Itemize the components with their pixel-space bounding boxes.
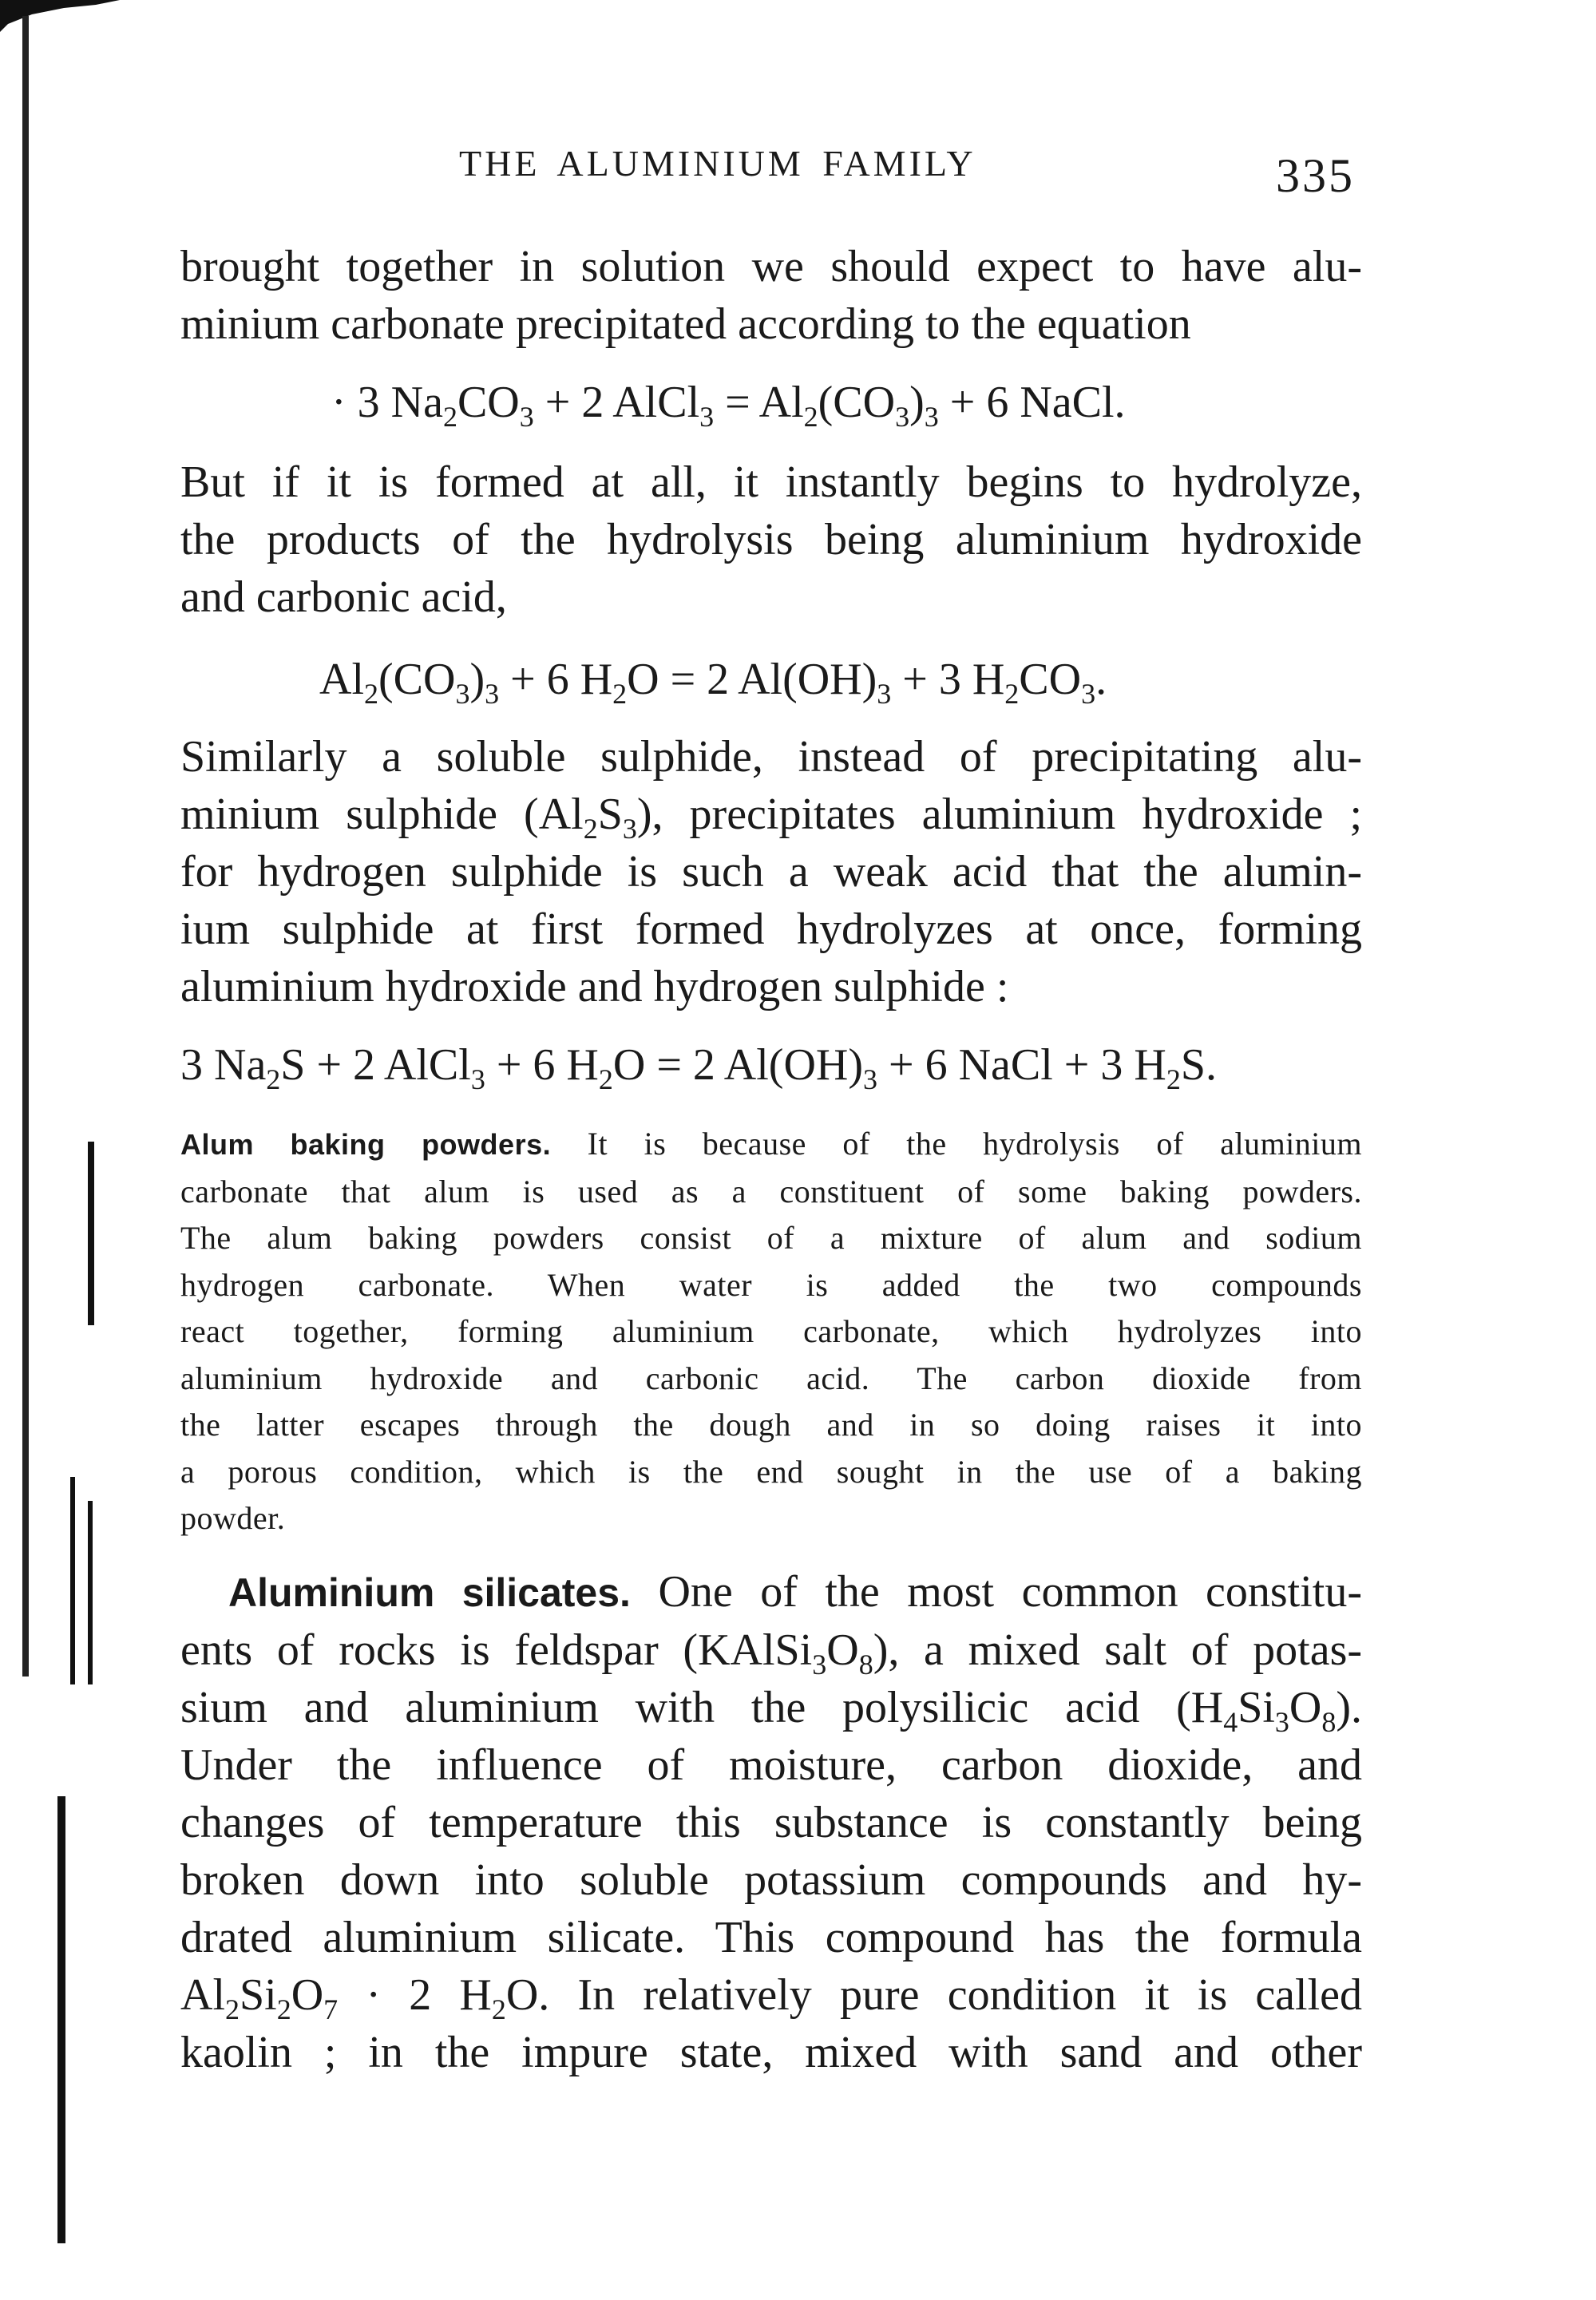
- text-line: ents of rocks is feldspar $(KAlSi_3O_8)$, a mixed salt of potas-: [180, 1625, 1363, 1680]
- intro-paragraph: [180, 238, 1362, 353]
- binding-shadow-top: [22, 16, 29, 1677]
- text-line: minium carbonate precipitated according to the equation: [180, 299, 1191, 349]
- text-line: Aluminium silicates. One of the most common constitu-: [228, 1567, 1363, 1617]
- equation-3: 3 $Na_2S + 2$ AlCl$_3$ + 6 $H_2O = 2$ $Al(OH)_3 + 6$ NaCl + 3 $H_2S$.: [180, 1040, 1217, 1095]
- text-line: $Al_2Si_2O_7 \cdot 2$ $H_2O$. In relatively pure condition it is called: [180, 1970, 1362, 2025]
- text-line: Alum baking powders. It is because of the hydrolysis of aluminium: [180, 1126, 1363, 1162]
- text-line: sium and aluminium with the polysilicic acid $(H_4Si_3O_8)$.: [180, 1683, 1362, 1738]
- text-line: for hydrogen sulphide is such a weak acid that the alumin-: [180, 847, 1362, 897]
- binding-mark-2: [70, 1477, 75, 1684]
- text-line: powder.: [180, 1500, 286, 1536]
- hydrolysis-paragraph: [180, 453, 1362, 626]
- text-line: broken down into soluble potassium compounds and hy-: [180, 1855, 1362, 1905]
- text-line: ium sulphide at first formed hydrolyzes at once, forming: [180, 905, 1362, 954]
- running-title: THE ALUMINIUM FAMILY: [459, 143, 976, 184]
- text-line: a porous condition, which is the end sought in the use of a baking: [180, 1453, 1362, 1490]
- text-line: kaolin ; in the impure state, mixed with sand and other: [180, 2028, 1362, 2077]
- text-line: brought together in solution we should expect to have alu-: [180, 242, 1362, 291]
- text-line: But if it is formed at all, it instantly begins to hydrolyze,: [180, 457, 1362, 507]
- sulphide-paragraph: [180, 728, 1362, 1015]
- scan-corner-mark: [0, 0, 144, 32]
- silicates-paragraph: [180, 1563, 1362, 2081]
- text-line: changes of temperature this substance is constantly being: [180, 1798, 1362, 1847]
- binding-mark-1: [88, 1142, 94, 1325]
- text-line: aluminium hydroxide and carbonic acid. The carbon dioxide from: [180, 1360, 1362, 1396]
- text-line: hydrogen carbonate. When water is added the two compounds: [180, 1266, 1362, 1303]
- equation-2: $Al_2(CO_3)_3 + 6$ $H_2O = 2$ $Al(OH)_3 + 3$ $H_2CO_3$.: [319, 655, 1107, 710]
- text-line: Under the influence of moisture, carbon dioxide, and: [180, 1740, 1362, 1790]
- text-line: the products of the hydrolysis being aluminium hydroxide: [180, 515, 1362, 564]
- text-line: drated aluminium silicate. This compound has the formula: [180, 1913, 1362, 1962]
- binding-mark-3: [88, 1501, 93, 1684]
- text-line: The alum baking powders consist of a mixture of alum and sodium: [180, 1220, 1362, 1256]
- text-line: minium sulphide $(Al_2S_3)$, precipitates aluminium hydroxide ;: [180, 790, 1363, 845]
- text-line: and carbonic acid,: [180, 572, 507, 622]
- equation-1: · 3 $Na_2CO_3 + 2$ AlCl$_3$ = $Al_2(CO_3)_3 + 6$ NaCl.: [331, 378, 1126, 433]
- text-line: aluminium hydroxide and hydrogen sulphide :: [180, 962, 1009, 1011]
- binding-shadow-bottom: [57, 1796, 65, 2243]
- baking-powder-note: [180, 1121, 1362, 1542]
- text-line: Similarly a soluble sulphide, instead of precipitating alu-: [180, 732, 1362, 782]
- section-heading: Aluminium silicates.: [228, 1570, 631, 1615]
- note-heading: Alum baking powders.: [180, 1128, 552, 1161]
- text-line: carbonate that alum is used as a constituent of some baking powders.: [180, 1173, 1362, 1209]
- text-line: react together, forming aluminium carbonate, which hydrolyzes into: [180, 1313, 1362, 1349]
- page-number: 335: [1276, 149, 1355, 202]
- text-line: the latter escapes through the dough and in so doing raises it into: [180, 1407, 1362, 1443]
